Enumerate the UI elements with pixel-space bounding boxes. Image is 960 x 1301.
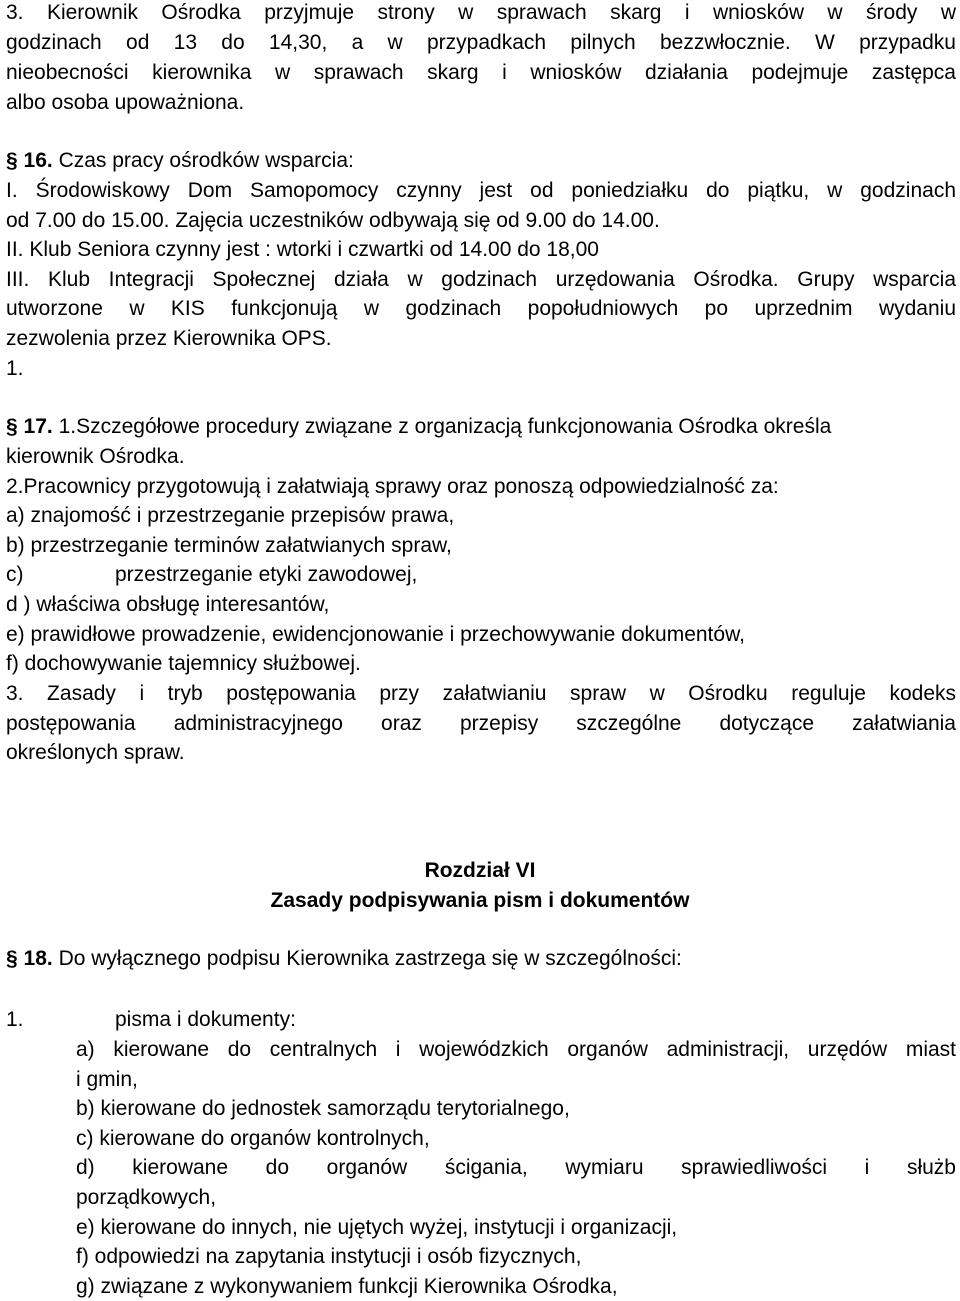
section-marker: § 18. <box>6 947 53 970</box>
section-marker: § 16. <box>6 149 53 172</box>
sub-list-item: i gmin, <box>76 1068 138 1091</box>
section-16-heading <box>6 148 956 174</box>
paragraph-line: III. Klub Integracji Społecznej działa w godzinach urzędowania Ośrodka. Grupy wsparcia <box>6 268 956 291</box>
section-marker: § 17. <box>6 415 53 438</box>
list-item <box>6 562 956 588</box>
list-item: e) prawidłowe prowadzenie, ewidencjonowanie i przechowywanie dokumentów, <box>6 623 745 646</box>
section-text: Do wyłącznego podpisu Kierownika zastrzega się w szczególności: <box>58 947 682 970</box>
paragraph-line: postępowania administracyjnego oraz przepisy szczególne dotyczące załatwiania <box>6 712 956 735</box>
paragraph-line: albo osoba upoważniona. <box>6 91 245 114</box>
sub-list-item: g) związane z wykonywaniem funkcji Kierownika Ośrodka, <box>76 1275 618 1298</box>
list-item: d ) właściwa obsługę interesantów, <box>6 593 330 616</box>
list-item <box>6 1007 956 1033</box>
sub-list-item: d) kierowane do organów ścigania, wymiaru sprawiedliwości i służb <box>76 1156 956 1179</box>
chapter-subtitle: Zasady podpisywania pism i dokumentów <box>270 889 690 912</box>
section-text: 1.Szczegółowe procedury związane z organizacją funkcjonowania Ośrodka określa <box>58 415 832 438</box>
paragraph-line: kierownik Ośrodka. <box>6 445 185 468</box>
list-text: przestrzeganie etyki zawodowej, <box>115 563 418 586</box>
paragraph-line: II. Klub Seniora czynny jest : wtorki i czwartki od 14.00 do 18,00 <box>6 238 599 261</box>
paragraph-line: zezwolenia przez Kierownika OPS. <box>6 327 332 350</box>
paragraph-line: nieobecności kierownika w sprawach skarg i wniosków działania podejmuje zastępca <box>6 61 956 84</box>
section-title: Czas pracy ośrodków wsparcia: <box>58 149 354 172</box>
paragraph-line: 2.Pracownicy przygotowują i załatwiają sprawy oraz ponoszą odpowiedzialność za: <box>6 475 779 498</box>
section-17-heading <box>6 414 956 440</box>
section-18-heading <box>6 946 956 972</box>
sub-list-item: c) kierowane do organów kontrolnych, <box>76 1127 430 1150</box>
list-item: a) znajomość i przestrzeganie przepisów prawa, <box>6 504 455 527</box>
list-item: f) dochowywanie tajemnicy służbowej. <box>6 652 361 675</box>
chapter-title: Rozdział VI <box>424 859 536 882</box>
list-text: pisma i dokumenty: <box>115 1008 296 1031</box>
paragraph-line: 3. Zasady i tryb postępowania przy załatwianiu spraw w Ośrodku reguluje kodeks <box>6 682 956 705</box>
paragraph-line: od 7.00 do 15.00. Zajęcia uczestników odbywają się od 9.00 do 14.00. <box>6 209 660 232</box>
paragraph-line: godzinach od 13 do 14,30, a w przypadkach pilnych bezzwłocznie. W przypadku <box>6 31 956 54</box>
paragraph-line: określonych spraw. <box>6 741 185 764</box>
list-marker: c) <box>6 563 24 586</box>
sub-list-item: e) kierowane do innych, nie ujętych wyżej, instytucji i organizacji, <box>76 1216 678 1239</box>
paragraph-line: 3. Kierownik Ośrodka przyjmuje strony w sprawach skarg i wniosków w środy w <box>6 1 956 24</box>
sub-list-item: porządkowych, <box>76 1186 217 1209</box>
paragraph-line: utworzone w KIS funkcjonują w godzinach popołudniowych po uprzednim wydaniu <box>6 297 956 320</box>
sub-list-item: f) odpowiedzi na zapytania instytucji i osób fizycznych, <box>76 1245 582 1268</box>
paragraph-line: 1. <box>6 357 24 380</box>
paragraph-line: I. Środowiskowy Dom Samopomocy czynny jest od poniedziałku do piątku, w godzinach <box>6 179 956 202</box>
list-marker: 1. <box>6 1008 24 1031</box>
sub-list-item: b) kierowane do jednostek samorządu terytorialnego, <box>76 1097 570 1120</box>
sub-list-item: a) kierowane do centralnych i wojewódzkich organów administracji, urzędów miast <box>76 1038 956 1061</box>
list-item: b) przestrzeganie terminów załatwianych spraw, <box>6 534 452 557</box>
